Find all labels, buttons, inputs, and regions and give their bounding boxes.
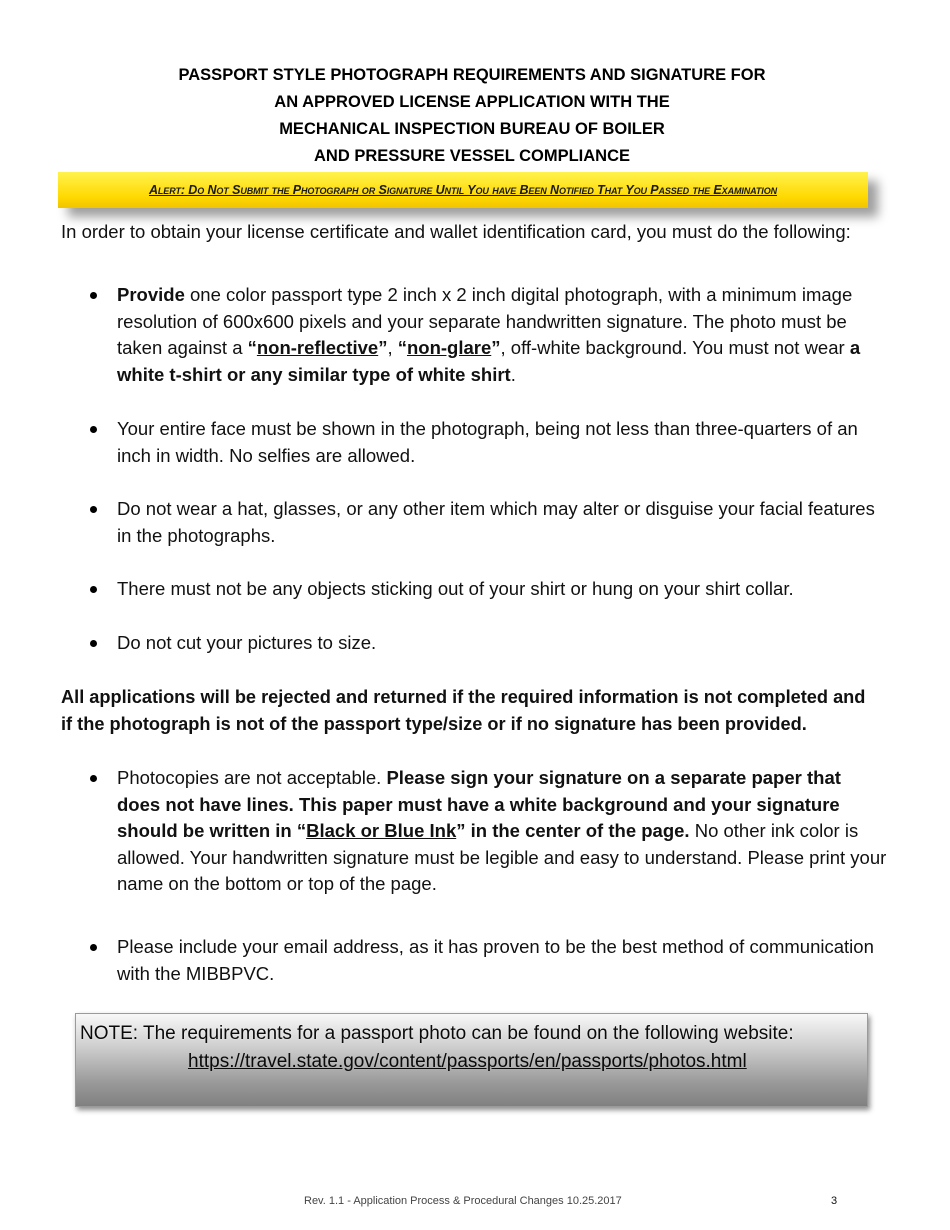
list-item: Your entire face must be shown in the photograph, being not less than three-quarters of an inch in width. No selfies are allowed.: [87, 416, 887, 469]
list-item: Provide one color passport type 2 inch x 2 inch digital photograph, with a minimum image resolution of 600x600 pixels and your separate handwritten signature. The photo must be taken against a “non-reflective”, “non-glare”, off-white background. You must not wear a white t-shirt or any similar type of white shirt.: [87, 282, 887, 388]
passport-photo-link[interactable]: https://travel.state.gov/content/passports/en/passports/photos.html: [188, 1051, 747, 1072]
title-line-4: AND PRESSURE VESSEL COMPLIANCE: [314, 147, 630, 165]
bold-text: Provide: [117, 284, 185, 305]
requirements-list-2: [87, 416, 887, 469]
emphasis-ink-color: Black or Blue Ink: [306, 820, 457, 841]
email-list: [87, 934, 887, 987]
emphasis-non-reflective: non-reflective: [256, 337, 379, 358]
requirements-list-5: [87, 630, 887, 657]
intro-paragraph: In order to obtain your license certificate and wallet identification card, you must do the following:: [61, 221, 851, 242]
rejection-warning: All applications will be rejected and returned if the required information is not completed and if the photograph is not of the passport type/size or if no signature has been provided.: [61, 687, 866, 734]
requirements-list-4: [87, 576, 887, 603]
note-text: NOTE: The requirements for a passport photo can be found on the following website:: [80, 1023, 794, 1044]
alert-text: Alert: Do Not Submit the Photograph or Signature Until You have Been Notified That You Passed the Examination: [148, 183, 777, 197]
page-number: 3: [831, 1195, 838, 1207]
page-title: [0, 62, 944, 170]
note-box: [75, 1013, 868, 1107]
requirements-list-3: [87, 496, 887, 549]
list-item: Photocopies are not acceptable. Please sign your signature on a separate paper that does not have lines. This paper must have a white background and your signature should be written in “Black or Blue Ink” in the center of the page. No other ink color is allowed. Your handwritten signature must be legible and easy to understand. Please print your name on the bottom or top of the page.: [87, 765, 887, 898]
list-item: Please include your email address, as it has proven to be the best method of communication with the MIBBPVC.: [87, 934, 887, 987]
signature-list: [87, 765, 887, 898]
title-line-2: AN APPROVED LICENSE APPLICATION WITH THE: [274, 93, 670, 111]
emphasis-non-glare: non-glare: [406, 337, 492, 358]
list-item: There must not be any objects sticking out of your shirt or hung on your shirt collar.: [87, 576, 887, 603]
page-footer: [0, 1195, 950, 1211]
list-item: Do not wear a hat, glasses, or any other item which may alter or disguise your facial features in the photographs.: [87, 496, 887, 549]
requirements-list: [87, 282, 887, 388]
list-item: Do not cut your pictures to size.: [87, 630, 887, 657]
alert-banner: [58, 172, 868, 208]
footer-revision: Rev. 1.1 - Application Process & Procedural Changes 10.25.2017: [304, 1195, 622, 1207]
title-line-1: PASSPORT STYLE PHOTOGRAPH REQUIREMENTS AND SIGNATURE FOR: [178, 66, 766, 84]
emphasis-white-shirt: a white t-shirt or any similar type of white shirt: [117, 337, 861, 385]
title-line-3: MECHANICAL INSPECTION BUREAU OF BOILER: [279, 120, 665, 138]
